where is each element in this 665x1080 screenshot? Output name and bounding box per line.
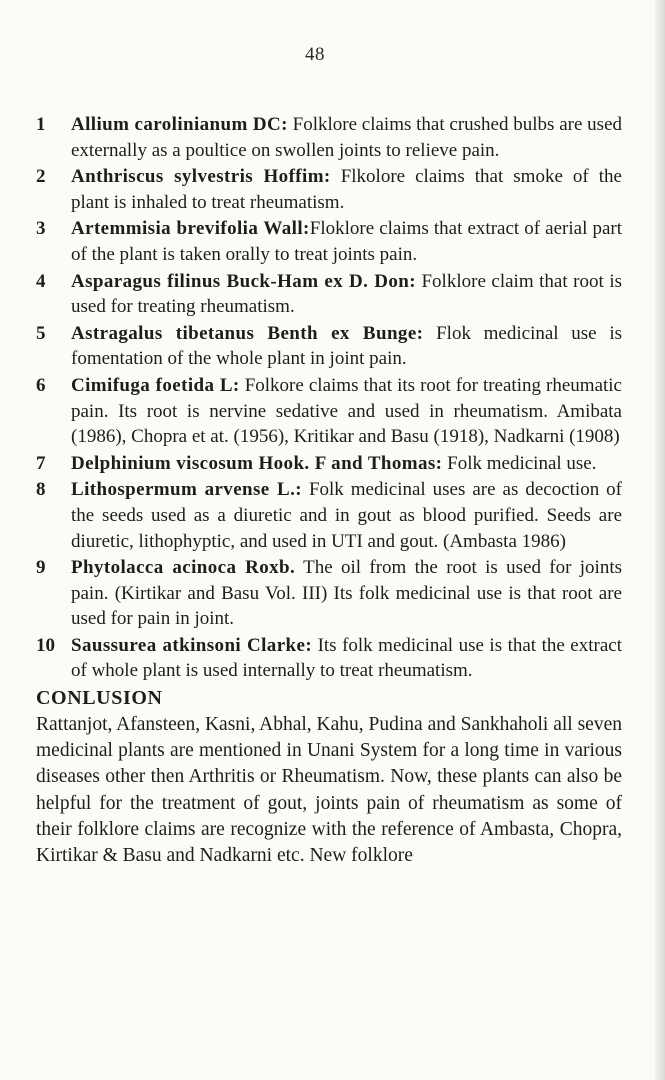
item-number: 6 bbox=[36, 374, 46, 396]
list-item bbox=[36, 321, 622, 372]
item-description: Folkore claims that its root for treating rheumatic pain. Its root is nervine sedative and used in rheumatism. Amibata (1986), Chopra et at. (1956), Kritikar and Basu (1918), Nadkarni (1908) bbox=[71, 374, 622, 448]
item-description: Folklore claim that root is used for treating rheumatism. bbox=[71, 270, 622, 318]
plant-name: Lithospermum arvense L.: bbox=[71, 479, 302, 501]
item-number: 10 bbox=[36, 634, 55, 656]
plant-name: Asparagus filinus Buck-Ham ex D. Don: bbox=[71, 270, 416, 292]
conclusion-paragraph: Rattanjot, Afansteen, Kasni, Abhal, Kahu, Pudina and Sankhaholi all seven medicinal plants are mentioned in Unani System for a long time in various diseases other then Arthritis or Rheumatism. Now, these plants can also be helpful for the treatment of gout, joints pain of rheumatism as some of their folklore claims are recognize with the reference of Ambasta, Chopra, Kirtikar & Basu and Nadkarni etc. New folklore bbox=[36, 714, 622, 867]
plant-list bbox=[36, 112, 622, 684]
item-description: The oil from the root is used for joints pain. (Kirtikar and Basu Vol. III) Its folk medicinal use is that root are used for pain in joint. bbox=[71, 557, 622, 630]
list-item bbox=[36, 451, 622, 477]
item-number: 1 bbox=[36, 114, 46, 135]
plant-name: Delphinium viscosum Hook. F and Thomas: bbox=[71, 452, 443, 474]
item-number: 8 bbox=[36, 479, 46, 501]
item-description: Folk medicinal uses are as decoction of the seeds used as a diuretic and in gout as blood purified. Seeds are diuretic, lithophyptic, and used in UTI and gout. (Ambasta 1986) bbox=[71, 479, 622, 552]
item-description: Flok medicinal use is fomentation of the whole plant in joint pain. bbox=[71, 322, 622, 370]
item-description: Flkolore claims that smoke of the plant is inhaled to treat rheumatism. bbox=[71, 166, 622, 213]
page-edge-shadow bbox=[655, 0, 665, 1080]
item-number: 3 bbox=[36, 218, 46, 240]
list-item bbox=[36, 216, 622, 267]
item-number: 9 bbox=[36, 557, 46, 579]
item-number: 2 bbox=[36, 166, 46, 188]
item-number: 5 bbox=[36, 322, 46, 344]
plant-name: Cimifuga foetida L: bbox=[71, 374, 240, 396]
list-item bbox=[36, 633, 622, 684]
plant-name: Astragalus tibetanus Benth ex Bunge: bbox=[71, 322, 424, 344]
item-description: Folklore claims that crushed bulbs are used externally as a poultice on swollen joints to relieve pain. bbox=[71, 114, 622, 161]
page-number: 48 bbox=[305, 44, 325, 65]
plant-name: Saussurea atkinsoni Clarke: bbox=[71, 634, 313, 656]
page-body bbox=[36, 112, 622, 869]
item-number: 7 bbox=[36, 452, 46, 474]
list-item bbox=[36, 555, 622, 632]
list-item bbox=[36, 112, 622, 163]
item-number: 4 bbox=[36, 270, 46, 292]
item-description: Folk medicinal use. bbox=[442, 452, 597, 474]
list-item bbox=[36, 269, 622, 320]
item-description: Floklore claims that extract of aerial part of the plant is taken orally to treat joints pain. bbox=[71, 218, 622, 265]
plant-name: Artemmisia brevifolia Wall: bbox=[71, 218, 310, 240]
plant-name: Phytolacca acinoca Roxb. bbox=[71, 557, 296, 579]
item-description: Its folk medicinal use is that the extract of whole plant is used internally to treat rheumatism. bbox=[71, 634, 622, 682]
list-item bbox=[36, 164, 622, 215]
conclusion-heading: CONLUSION bbox=[36, 687, 163, 710]
plant-name: Anthriscus sylvestris Hoffim: bbox=[71, 166, 331, 188]
list-item bbox=[36, 477, 622, 554]
plant-name: Allium carolinianum DC: bbox=[71, 114, 288, 135]
list-item bbox=[36, 373, 622, 450]
